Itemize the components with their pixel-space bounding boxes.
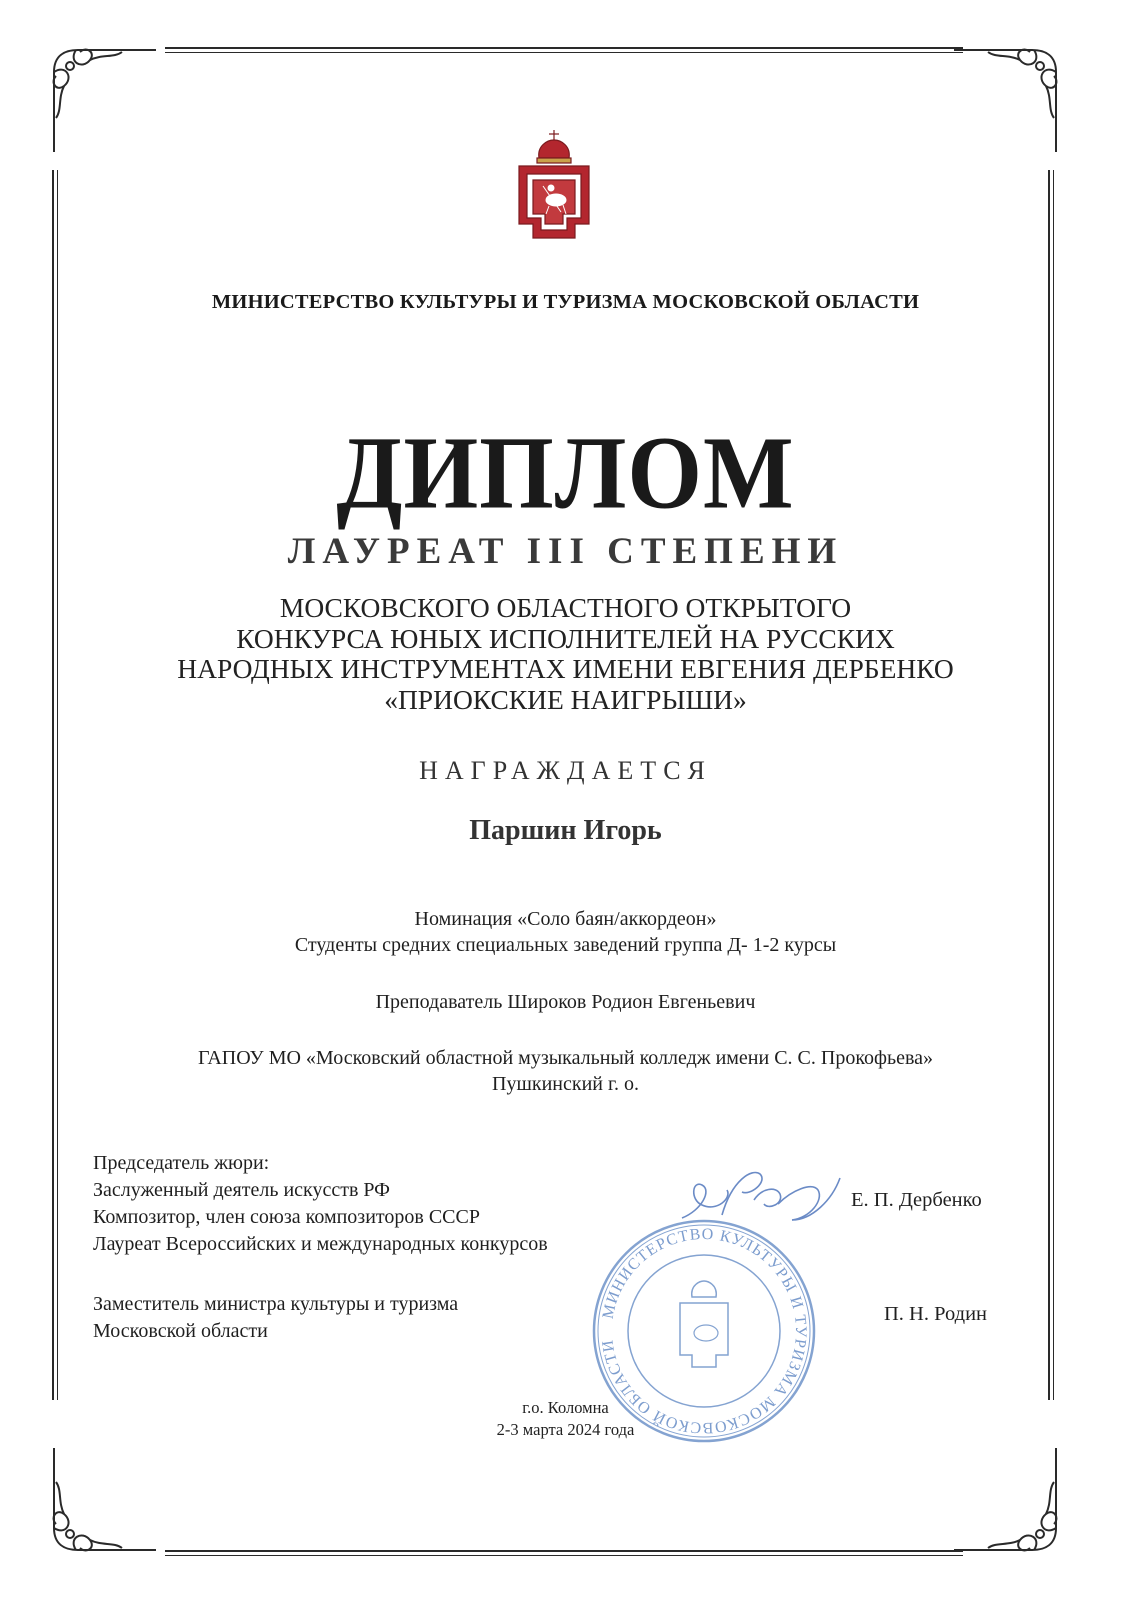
jury-line-3: Композитор, член союза композиторов СССР [93, 1206, 480, 1228]
jury-line-4: Лауреат Всероссийских и международных конкурсов [93, 1233, 548, 1255]
jury-signer: Е. П. Дербенко [851, 1189, 982, 1211]
laureate-degree: ЛАУРЕАТ III СТЕПЕНИ [287, 531, 844, 572]
contest-line-4: «ПРИОКСКИЕ НАИГРЫШИ» [384, 683, 747, 715]
jury-block [93, 1150, 548, 1258]
ministry-header: МИНИСТЕРСТВО КУЛЬТУРЫ И ТУРИЗМА МОСКОВСКОЙ ОБЛАСТИ [211, 291, 920, 313]
frame-bottom-line [165, 1550, 963, 1552]
recipient-name: Паршин Игорь [469, 815, 662, 846]
date: 2-3 марта 2024 года [496, 1420, 635, 1439]
awarded-label: НАГРАЖДАЕТСЯ [419, 756, 712, 785]
corner-ornament-bottom-right-icon [952, 1446, 1064, 1558]
corner-ornament-top-left-icon [46, 42, 158, 154]
jury-line-2: Заслуженный деятель искусств РФ [93, 1179, 390, 1201]
frame-top-line-inner [165, 52, 963, 53]
nomination: Номинация «Соло баян/аккордеон» [414, 908, 717, 930]
frame-top-line [165, 47, 963, 49]
deputy-line-2: Московской области [93, 1320, 268, 1342]
place: г.о. Коломна [522, 1398, 609, 1417]
deputy-line-1: Заместитель министра культуры и туризма [93, 1293, 459, 1315]
place-date [0, 1397, 1131, 1441]
deputy-signer: П. Н. Родин [884, 1303, 988, 1325]
deputy-block [93, 1291, 458, 1345]
contest-line-2: КОНКУРСА ЮНЫХ ИСПОЛНИТЕЛЕЙ НА РУССКИХ [236, 622, 895, 654]
diploma-title: ДИПЛОМ [336, 414, 795, 531]
stamp-text: МИНИСТЕРСТВО КУЛЬТУРЫ И ТУРИЗМА МОСКОВСКОЙ ОБЛАСТИ [599, 1225, 810, 1437]
jury-line-1: Председатель жюри: [93, 1152, 270, 1174]
corner-ornament-top-right-icon [952, 42, 1064, 154]
contest-line-1: МОСКОВСКОГО ОБЛАСТНОГО ОТКРЫТОГО [279, 592, 852, 623]
moscow-oblast-emblem-icon [513, 128, 595, 248]
teacher: Преподаватель Широков Родион Евгеньевич [375, 991, 756, 1013]
contest-title [0, 593, 1131, 715]
institution: ГАПОУ МО «Московский областной музыкальный колледж имени С. С. Прокофьева» [197, 1047, 934, 1069]
category: Студенты средних специальных заведений группа Д- 1-2 курсы [294, 934, 837, 956]
district: Пушкинский г. о. [492, 1073, 639, 1095]
frame-bottom-line-inner [165, 1555, 963, 1556]
corner-ornament-bottom-left-icon [46, 1446, 158, 1558]
nomination-block [0, 906, 1131, 958]
signature-derbenko-icon [672, 1160, 852, 1235]
contest-line-3: НАРОДНЫХ ИНСТРУМЕНТАХ ИМЕНИ ЕВГЕНИЯ ДЕРБЕНКО [177, 653, 954, 684]
institution-block [0, 1045, 1131, 1097]
